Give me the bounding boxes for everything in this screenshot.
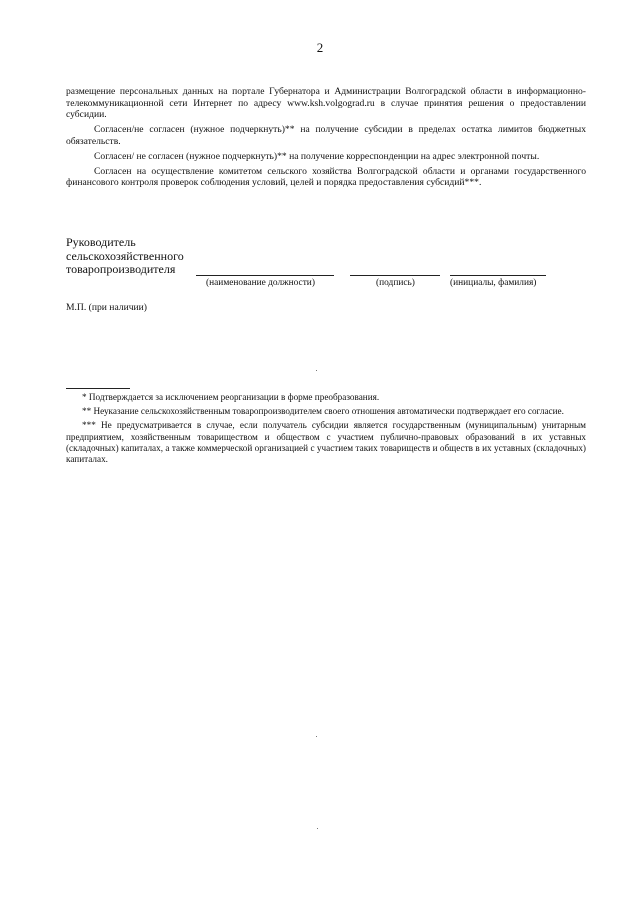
stamp-label: М.П. (при наличии)	[66, 302, 147, 313]
footnotes	[66, 392, 586, 468]
signatory-title-line: сельскохозяйственного	[66, 248, 184, 263]
position-caption: (наименование должности)	[206, 278, 315, 288]
signature-block	[66, 236, 586, 296]
name-line	[450, 275, 546, 276]
paragraph-email-consent: Согласен/ не согласен (нужное подчеркнуть)** на получение корреспонденции на адрес электронной почты.	[94, 150, 540, 162]
name-caption: (инициалы, фамилия)	[450, 278, 537, 288]
footnote-3: *** Не предусматривается в случае, если получатель субсидии является государственным (муниципальным) унитарным предприятием, хозяйственным товариществом и обществом с участием публично-правовых образований в их уставных (складочных) капиталах, а также коммерческой организацией с участием таких товариществ и обществ в их уставных (складочных) капиталах.	[66, 420, 586, 465]
signatory-title	[66, 236, 184, 277]
signature-line	[350, 275, 440, 276]
footnote-separator	[66, 388, 130, 389]
scan-speck	[316, 370, 317, 371]
scan-speck	[317, 828, 318, 829]
position-line	[196, 275, 334, 276]
consent-text	[66, 86, 586, 192]
page-number: 2	[316, 40, 324, 55]
footnote-1: * Подтверждается за исключением реорганизации в форме преобразования.	[82, 392, 380, 402]
paragraph-subsidy-consent: Согласен/не согласен (нужное подчеркнуть)** на получение субсидии в пределах остатка лимитов бюджетных обязательств.	[66, 124, 586, 147]
signatory-title-line: товаропроизводителя	[66, 262, 176, 277]
signatory-title-line: Руководитель	[66, 235, 136, 249]
paragraph-inspection-consent: Согласен на осуществление комитетом сельского хозяйства Волгоградской области и органами государственного финансового контроля проверок соблюдения условий, целей и порядка предоставления субсидий***.	[66, 165, 586, 189]
paragraph-personal-data: размещение персональных данных на портале Губернатора и Администрации Волгоградской области в информационно-телекоммуникационной сети Интернет по адресу www.ksh.volgograd.ru в случае принятия решения о предоставлении субсидии.	[66, 86, 586, 121]
scan-speck	[316, 736, 317, 737]
signature-caption: (подпись)	[376, 278, 415, 288]
footnote-2: ** Неуказание сельскохозяйственным товаропроизводителем своего отношения автоматически подтверждает его согласие.	[82, 406, 564, 417]
